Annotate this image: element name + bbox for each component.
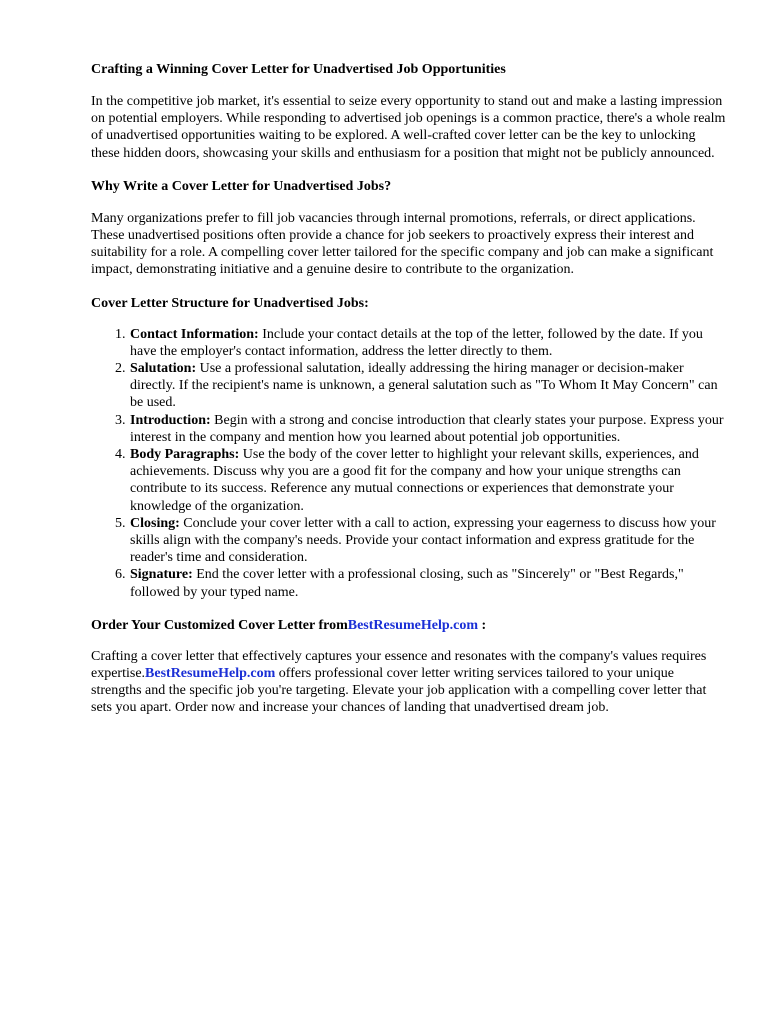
document-title: Crafting a Winning Cover Letter for Unadvertised Job Opportunities [91,62,506,77]
why-heading: Why Write a Cover Letter for Unadvertised Jobs? [91,178,392,194]
order-text-after: offers professional cover letter writing services tailored to your unique strengths and the specific job you're targeting. Elevate your job application with a compelling cover letter that sets you apart. Order now and increase your chances of landing that unadvertised dream job. [91,666,707,716]
order-heading-colon: : [481,617,487,633]
list-item-text: Use a professional salutation, ideally addressing the hiring manager or decision-maker directly. If the recipient's name is unknown, a general salutation such as "To Whom It May Concern" can be used. [130,361,718,411]
list-item-text: Use the body of the cover letter to highlight your relevant skills, experiences, and achievements. Discuss why you are a good fit for the company and how your unique strengths can contribute to its success. Reference any mutual connections or experiences that demonstrate your knowledge of the organization. [130,447,699,514]
list-item-text: End the cover letter with a professional closing, such as "Sincerely" or "Best Regards," followed by your typed name. [130,567,684,600]
order-heading-link[interactable]: BestResumeHelp.com [347,617,479,633]
list-item-signature [129,566,727,600]
list-item-body-paragraphs [129,446,727,515]
order-heading [91,616,727,635]
list-item-term: Introduction: [130,412,211,428]
list-item-text: Begin with a strong and concise introduction that clearly states your purpose. Express your interest in the company and mention how you learned about potential job opportunities. [130,412,724,445]
list-item-text: Conclude your cover letter with a call to action, expressing your eagerness to discuss how your skills align with the company's needs. Provide your contact information and express gratitude for the reader's time and consideration. [130,515,716,566]
why-paragraph: Many organizations prefer to fill job vacancies through internal promotions, referrals, or direct applications. These unadvertised positions often provide a chance for job seekers to proactively express their interest and suitability for a role. A compelling cover letter tailored for the specific company and job can make a significant impact, demonstrating initiative and a genuine desire to contribute to the organization. [91,210,714,278]
order-text-before: Crafting a cover letter that effectively captures your essence and resonates with the company's values requires expertise. [91,648,707,682]
list-item-salutation [129,360,727,412]
structure-heading: Cover Letter Structure for Unadvertised Jobs: [91,295,369,311]
list-item-term: Body Paragraphs: [130,447,240,463]
list-item-introduction [129,412,727,446]
list-item-term: Salutation: [130,361,197,377]
structure-list [91,326,727,601]
list-item-closing [129,515,727,567]
order-heading-text: Order Your Customized Cover Letter from [91,617,348,633]
list-item-term: Signature: [130,567,193,583]
document-page [91,60,727,717]
order-body-link[interactable]: BestResumeHelp.com [145,666,276,682]
order-paragraph [91,648,727,717]
intro-paragraph: In the competitive job market, it's essential to seize every opportunity to stand out and make a lasting impression on potential employers. While responding to advertised job openings is a common practice, there's a whole realm of unadvertised opportunities waiting to be explored. A well-crafted cover letter can be the key to unlocking these hidden doors, showcasing your skills and enthusiasm for a position that might not be publicly announced. [91,94,726,161]
list-item-text: Include your contact details at the top of the letter, followed by the date. If you have the employer's contact information, address the letter directly to them. [130,326,703,359]
list-item-contact-information [129,326,727,360]
list-item-term: Contact Information: [130,326,259,342]
list-item-term: Closing: [130,515,180,531]
